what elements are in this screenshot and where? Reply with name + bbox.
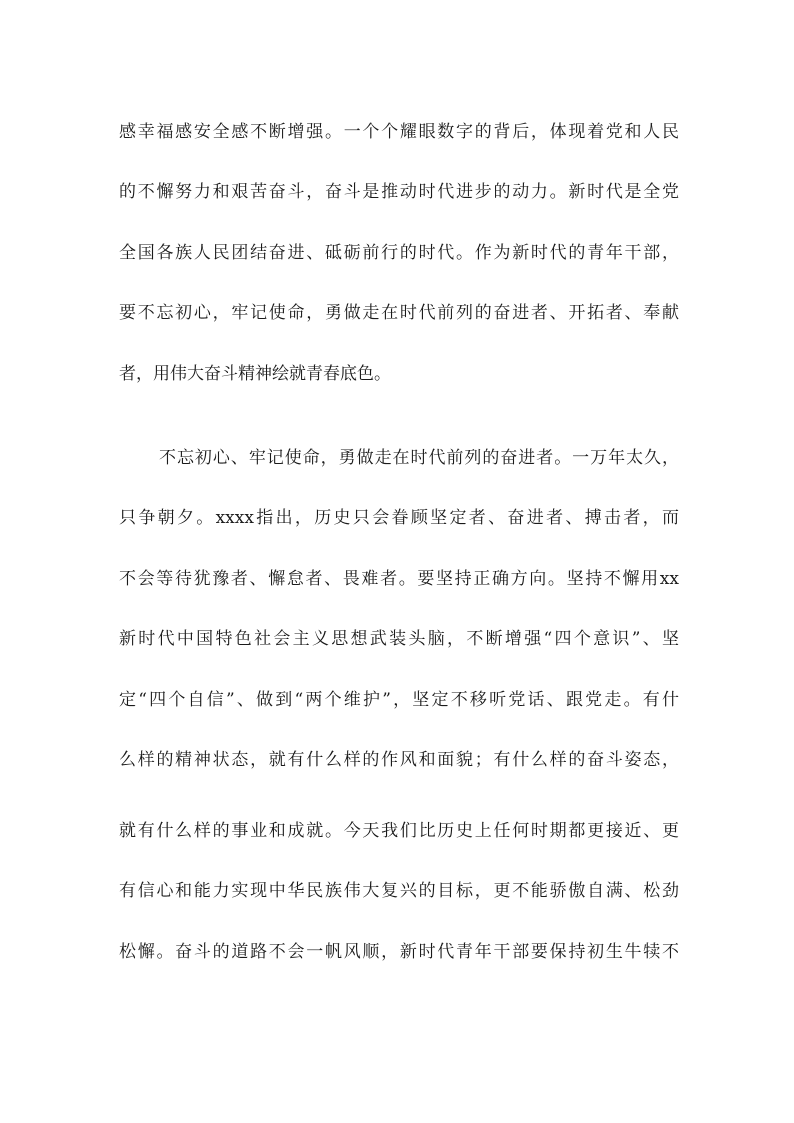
paragraph-2-line-6: 么样的精神状态，就有什么样的作风和面貌；有什么样的奋斗姿态，	[119, 750, 679, 770]
paragraph-2-line-8: 有信心和能力实现中华民族伟大复兴的目标，更不能骄傲自满、松劲	[119, 881, 679, 901]
paragraph-2-line-1: 不忘初心、牢记使命，勇做走在时代前列的奋进者。一万年太久，	[159, 448, 679, 468]
paragraph-1-line-3: 全国各族人民团结奋进、砥砺前行的时代。作为新时代的青年干部，	[119, 243, 679, 263]
paragraph-2-line-9: 松懈。奋斗的道路不会一帆风顺，新时代青年干部要保持初生牛犊不	[119, 942, 679, 962]
paragraph-2-line-7: 就有什么样的事业和成就。今天我们比历史上任何时期都更接近、更	[119, 821, 679, 841]
paragraph-2-line-2: 只争朝夕。xxxx指出，历史只会眷顾坚定者、奋进者、搏击者，而	[119, 508, 679, 528]
paragraph-1-line-5: 者，用伟大奋斗精神绘就青春底色。	[119, 364, 391, 384]
paragraph-1-line-4: 要不忘初心，牢记使命，勇做走在时代前列的奋进者、开拓者、奉献	[119, 303, 679, 323]
paragraph-2-line-5: 定“四个自信”、做到“两个维护”，坚定不移听党话、跟党走。有什	[119, 690, 679, 710]
paragraph-1-line-2: 的不懈努力和艰苦奋斗，奋斗是推动时代进步的动力。新时代是全党	[119, 182, 679, 202]
paragraph-2-line-3: 不会等待犹豫者、懈怠者、畏难者。要坚持正确方向。坚持不懈用xx	[119, 569, 679, 589]
paragraph-1-line-1: 感幸福感安全感不断增强。一个个耀眼数字的背后，体现着党和人民	[119, 122, 679, 142]
paragraph-2-line-4: 新时代中国特色社会主义思想武装头脑，不断增强“四个意识”、坚	[119, 629, 679, 649]
